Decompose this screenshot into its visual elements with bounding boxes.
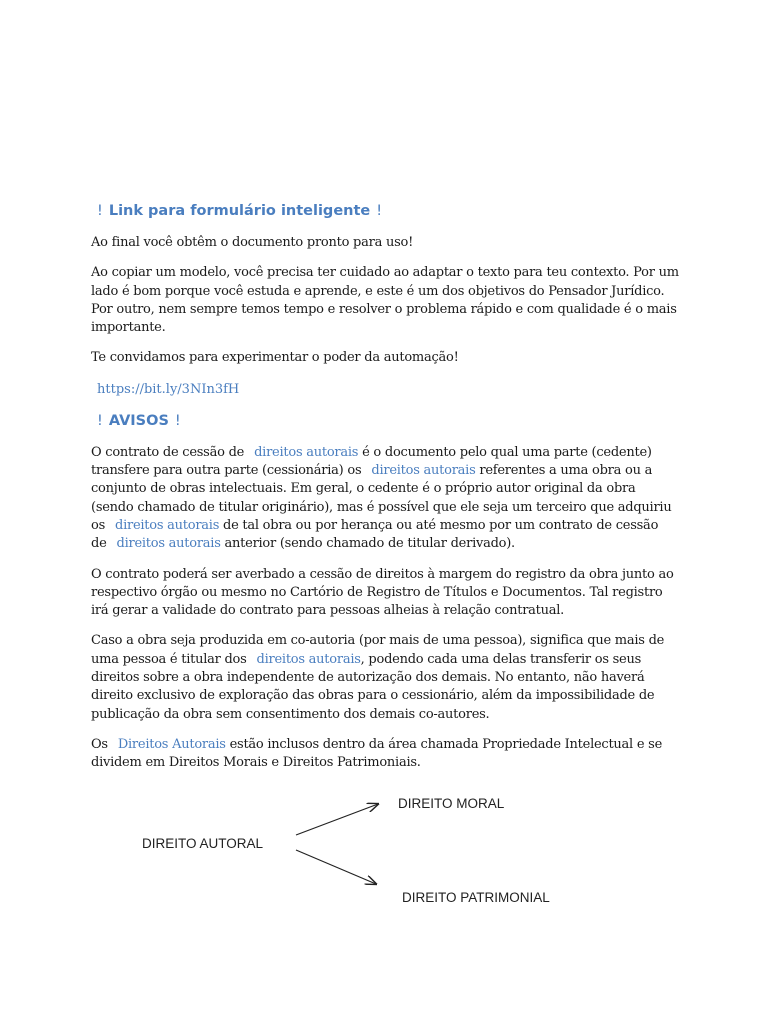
text-run: , podendo cada uma delas transferir os seus direitos sobre a obra independente de autorização dos demais. No entanto, não haverá direito exclusivo de exploração das obras para o cessionário, além da impossibilidade de publicação da obra sem consentimento dos demais co-autores. (91, 651, 655, 722)
keyword-link[interactable]: direitos autorais (116, 536, 221, 552)
invite-paragraph: Te convidamos para experimentar o poder da automação! (91, 350, 459, 366)
exclamation-icon: ! (97, 412, 103, 429)
registration-paragraph: O contrato poderá ser averbado a cessão de direitos à margem do registro da obra junto ao respectivo órgão ou mesmo no Cartório de Registro de Títulos e Documentos. Tal registro irá gerar a validade do contrato para pessoas alheias à relação contratual. (91, 566, 674, 619)
arrow-to-patrimonial (296, 850, 376, 884)
exclamation-icon: ! (174, 412, 181, 429)
diagram-branch-moral-label: DIREITO MORAL (398, 796, 505, 811)
coauthorship-paragraph (91, 632, 681, 723)
arrow-to-moral (296, 804, 378, 835)
short-url-link[interactable]: https://bit.ly/3NIn3fH (97, 381, 240, 397)
form-link-heading[interactable] (91, 200, 681, 222)
document-body (91, 200, 681, 785)
text-run: Caso a obra seja produzida em co-autoria (por mais de uma pessoa), significa que mais de uma pessoa é titular dos (91, 633, 665, 667)
keyword-link[interactable]: direitos autorais (115, 517, 220, 533)
copy-warning-paragraph: Ao copiar um modelo, você precisa ter cuidado ao adaptar o texto para teu contexto. Por um lado é bom porque você estuda e aprende, e este é um dos objetivos do Pensador Jurídico. Por outro, nem sempre temos tempo e resolver o problema rápido e com qualidade é o mais importante. (91, 265, 679, 336)
text-run: de tal obra ou por herança ou até mesmo por um contrato de cessão de (91, 517, 659, 552)
diagram-branch-patrimonial-label: DIREITO PATRIMONIAL (402, 890, 550, 905)
notices-heading-text: AVISOS (108, 412, 169, 429)
keyword-link[interactable]: direitos autorais (254, 444, 359, 460)
keyword-link[interactable]: Direitos Autorais (117, 736, 226, 752)
text-run: é o documento pelo qual uma parte (cedente) transfere para outra parte (cessionária) os (91, 444, 652, 479)
text-run: Os (91, 736, 108, 752)
text-run: estão inclusos dentro da área chamada Propriedade Intelectual e se dividem em Direitos Morais e Direitos Patrimoniais. (91, 736, 663, 771)
form-link-heading-text: Link para formulário inteligente (108, 203, 371, 219)
intro-paragraph: Ao final você obtêm o documento pronto para uso! (91, 235, 414, 250)
keyword-link[interactable]: direitos autorais (256, 651, 361, 667)
exclamation-icon: ! (97, 203, 103, 219)
diagram-root-label: DIREITO AUTORAL (142, 836, 264, 851)
text-run: O contrato de cessão de (91, 444, 245, 460)
notices-heading (91, 410, 681, 432)
text-run: anterior (sendo chamado de titular derivado). (220, 536, 515, 552)
rights-division-paragraph (91, 736, 681, 773)
keyword-link[interactable]: direitos autorais (371, 463, 476, 479)
rights-diagram (120, 780, 580, 920)
text-run: referentes a uma obra ou a conjunto de obras intelectuais. Em geral, o cedente é o próprio autor original da obra (sendo chamado de titular originário), mas é possível que ele seja um terceiro que adquiriu os (91, 463, 672, 533)
cession-contract-paragraph (91, 444, 681, 554)
exclamation-icon: ! (376, 203, 383, 219)
